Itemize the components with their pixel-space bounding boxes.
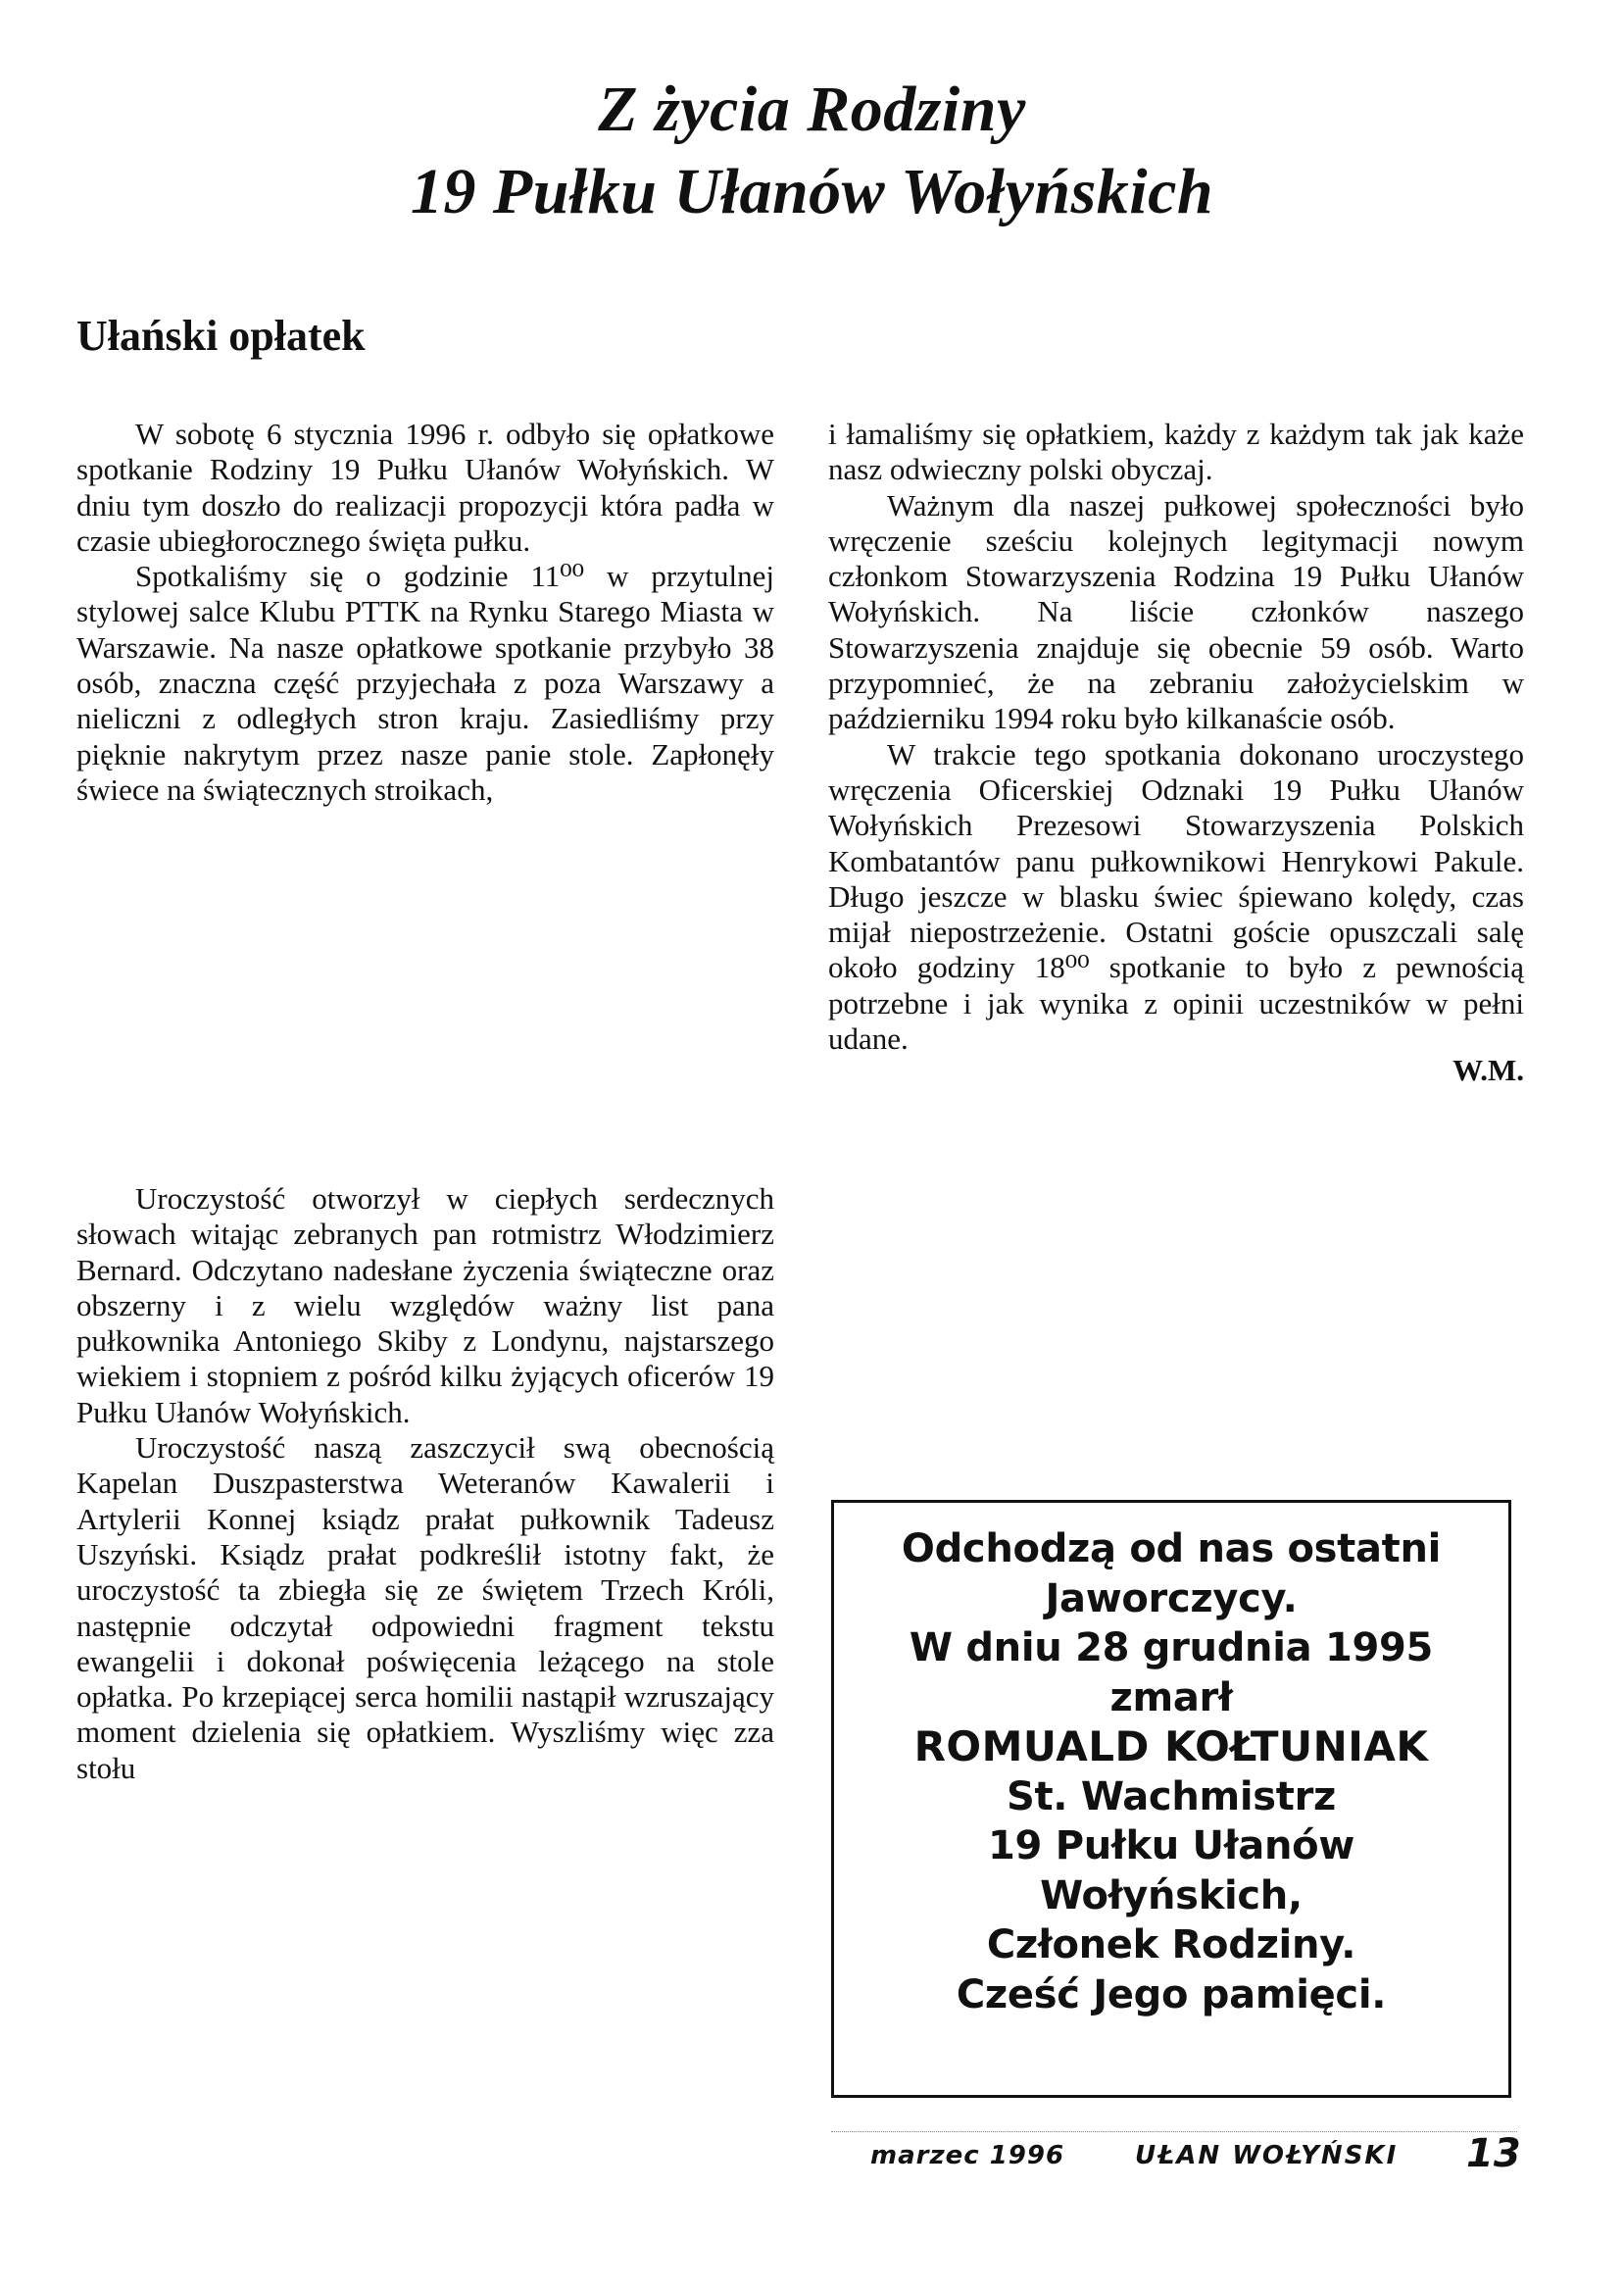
notice-line: Jaworczycy. xyxy=(1045,1575,1298,1621)
notice-line: Wołyńskich, xyxy=(1040,1872,1303,1918)
article-paragraph: W sobotę 6 stycznia 1996 r. odbyło się opłatkowe spotkanie Rodziny 19 Pułku Ułanów Wołyńskich. W dniu tym doszło do realizacji propozycji która padła w czasie ubiegłorocznego święta pułku. xyxy=(76,417,774,558)
article-title: Ułański opłatek xyxy=(76,312,366,360)
article-column-left-top xyxy=(76,417,774,808)
footer-divider xyxy=(831,2131,1517,2132)
notice-line: W dniu 28 grudnia 1995 xyxy=(909,1625,1434,1670)
article-paragraph: Ważnym dla naszej pułkowej społeczności było wręczenie sześciu kolejnych legitymacji nowym członkom Stowarzyszenia Rodzina 19 Pułku Ułanów Wołyńskich. Na liście członków naszego Stowarzyszenia znajduje się obecnie 59 osób. Warto przypomnieć, że na zebraniu założycielskim w październiku 1994 roku było kilkanaście osób. xyxy=(828,487,1524,736)
article-paragraph: Spotkaliśmy się o godzinie 11⁰⁰ w przytulnej stylowej salce Klubu PTTK na Rynku Starego Miasta w Warszawie. Na nasze opłatkowe spotkanie przybyło 38 osób, znaczna część przyjechała z poza Warszawy a nieliczni z odległych stron kraju. Zasiedliśmy przy pięknie nakrytym przez nasze panie stole. Zapłonęły świece na świątecznych stroikach, xyxy=(76,559,774,807)
article-paragraph: W trakcie tego spotkania dokonano uroczystego wręczenia Oficerskiej Odznaki 19 Pułku Ułanów Wołyńskich Prezesowi Stowarzyszenia Polskich Kombatantów panu pułkownikowi Henrykowi Pakule. Długo jeszcze w blasku świec śpiewano kolędy, czas mijał niepostrzeżenie. Ostatni goście opuszczali salę około godziny 18⁰⁰ spotkanie to było z pewnością potrzebne i jak wynika z opinii uczestników w pełni udane. xyxy=(828,736,1524,1057)
article-column-right xyxy=(828,417,1524,1089)
notice-line: St. Wachmistrz xyxy=(1006,1773,1337,1819)
article-paragraph: i łamaliśmy się opłatkiem, każdy z każdym tak jak każe nasz odwieczny polski obyczaj. xyxy=(828,417,1524,487)
article-paragraph: Uroczystość otworzył w ciepłych serdecznych słowach witając zebranych pan rotmistrz Włodzimierz Bernard. Odczytano nadesłane życzenia świąteczne oraz obszerny i z wielu względów ważny list pana pułkownika Antoniego Skiby z Londynu, najstarszego wiekiem i stopniem z pośród kilku żyjących oficerów 19 Pułku Ułanów Wołyńskich. xyxy=(76,1181,774,1429)
article-paragraph: Uroczystość naszą zaszczycił swą obecnością Kapelan Duszpasterstwa Weteranów Kawalerii i Artylerii Konnej ksiądz prałat pułkownik Tadeusz Uszyński. Ksiądz prałat podkreślił istotny fakt, że uroczystość ta zbiegła się ze świętem Trzech Króli, następnie odczytał odpowiedni fragment tekstu ewangelii i dokonał poświęcenia leżącego na stole opłatka. Po krzepiącej serca homilii nastąpił wzruszający moment dzielenia się opłatkiem. Wyszliśmy więc zza stołu xyxy=(76,1430,774,1785)
footer-date: marzec 1996 xyxy=(870,2141,1065,2170)
notice-line: Członek Rodziny. xyxy=(986,1922,1356,1967)
header-line-2: 19 Pułku Ułanów Wołyńskich xyxy=(410,156,1214,227)
obituary-notice xyxy=(831,1500,1511,2098)
page-number: 13 xyxy=(1466,2131,1521,2176)
article-signature: W.M. xyxy=(1452,1053,1524,1088)
page-footer xyxy=(831,2131,1529,2184)
header-line-1: Z życia Rodziny xyxy=(598,74,1026,145)
notice-line: Cześć Jego pamięci. xyxy=(956,1971,1387,2017)
article-column-left-bottom xyxy=(76,1181,774,1786)
page-header xyxy=(0,69,1624,233)
notice-line: 19 Pułku Ułanów xyxy=(988,1823,1354,1868)
notice-line: Odchodzą od nas ostatni xyxy=(901,1526,1442,1571)
notice-line: zmarł xyxy=(1109,1674,1233,1720)
footer-magazine-name: UŁAN WOŁYŃSKI xyxy=(1135,2141,1399,2170)
notice-line: ROMUALD KOŁTUNIAK xyxy=(913,1722,1429,1770)
